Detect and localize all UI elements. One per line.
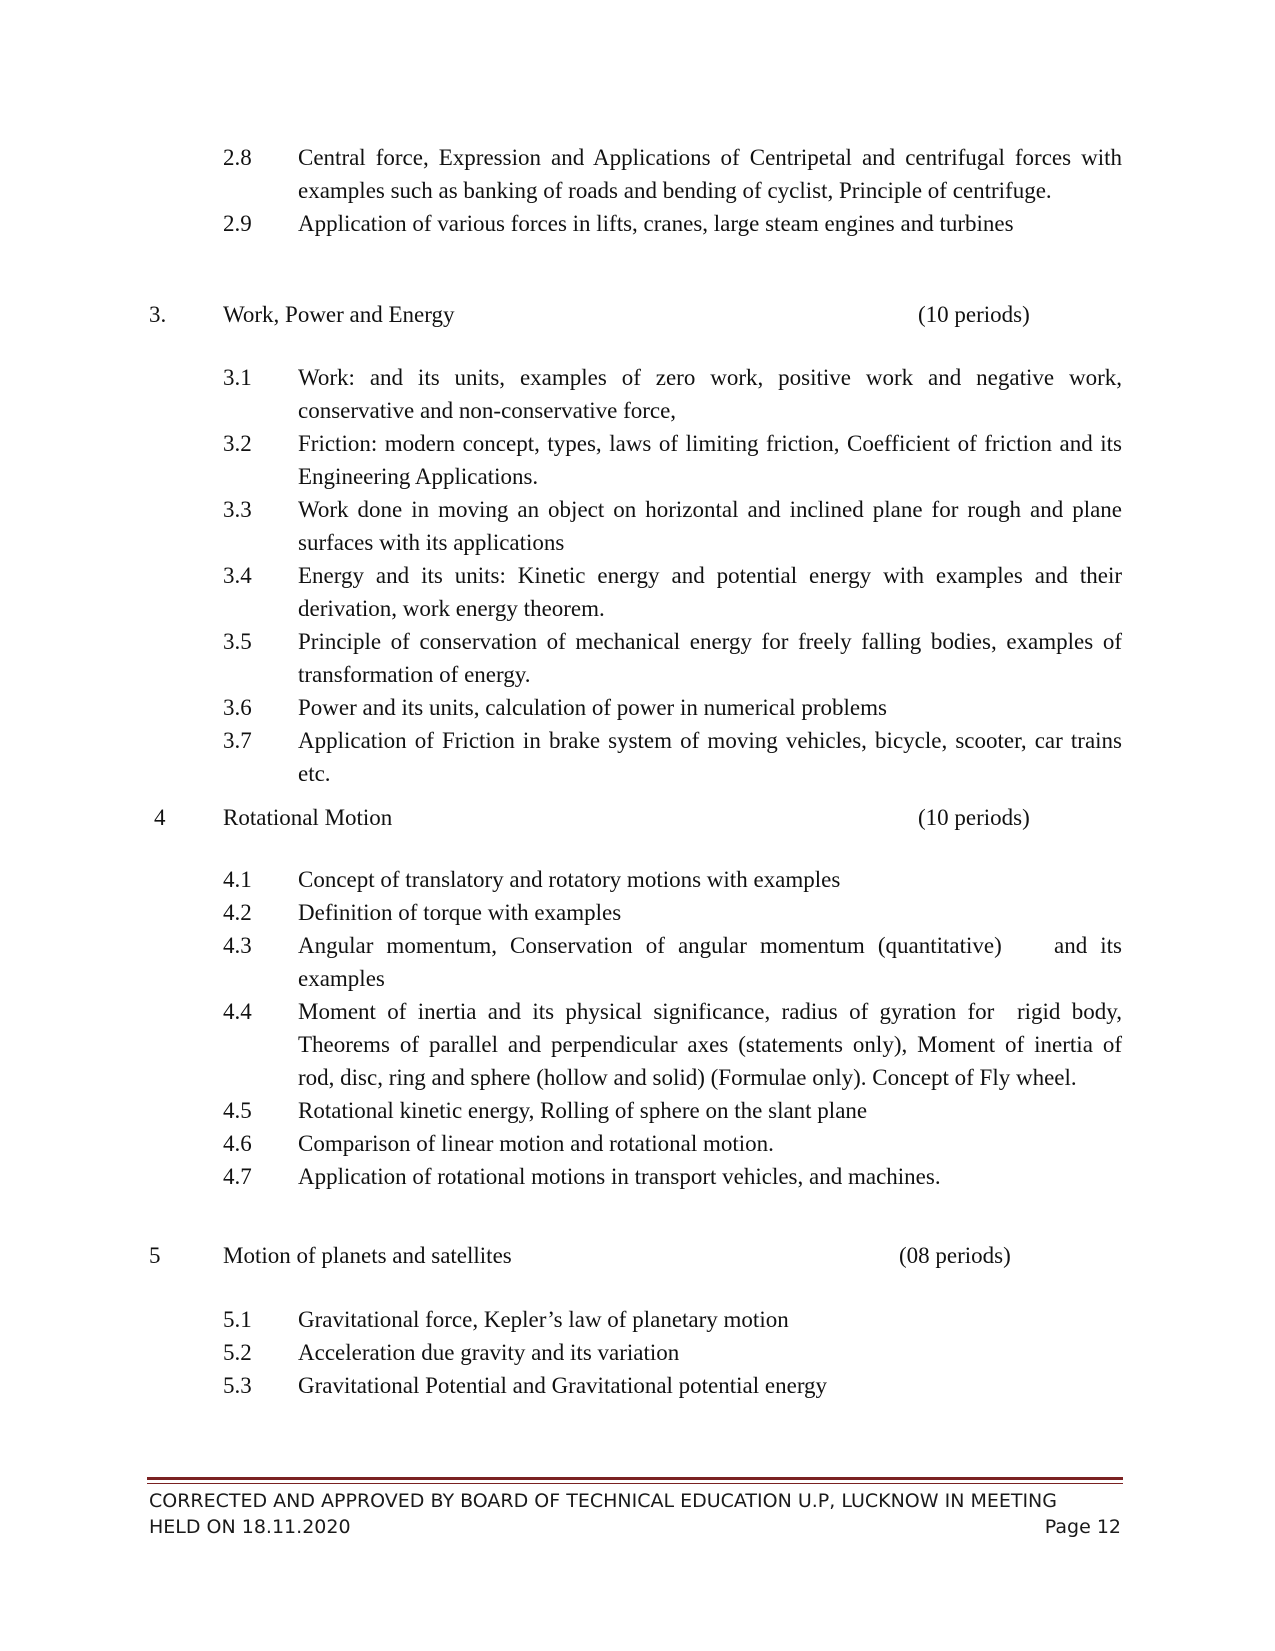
item-number: 4.2 — [223, 900, 252, 925]
section-periods: (10 periods) — [918, 805, 1030, 830]
item-number: 3.4 — [223, 563, 252, 588]
section-number: 5 — [149, 1243, 161, 1268]
item-text: Application of rotational motions in transport vehicles, and machines. — [298, 1164, 941, 1189]
item-text: Rotational kinetic energy, Rolling of sphere on the slant plane — [298, 1098, 868, 1123]
item-text: Application of Friction in brake system of moving vehicles, bicycle, scooter, car trains etc. — [298, 728, 1122, 786]
item-text: Comparison of linear motion and rotational motion. — [298, 1131, 774, 1156]
list-item — [0, 559, 1275, 625]
list-item — [0, 691, 1275, 724]
item-text: Angular momentum, Conservation of angular momentum (quantitative) and its examples — [298, 933, 1128, 991]
footer-line-2 — [149, 1514, 1121, 1540]
item-number: 4.5 — [223, 1098, 252, 1123]
list-item — [0, 995, 1275, 1094]
page-number: Page 12 — [1044, 1516, 1121, 1538]
list-item — [0, 1369, 1275, 1402]
item-number: 3.2 — [223, 431, 252, 456]
item-number: 5.3 — [223, 1373, 252, 1398]
item-text: Gravitational force, Kepler’s law of planetary motion — [298, 1307, 789, 1332]
item-text: Power and its units, calculation of power in numerical problems — [298, 695, 887, 720]
item-number: 2.8 — [223, 145, 252, 170]
footer-rule — [147, 1477, 1123, 1480]
list-item — [0, 361, 1275, 427]
section-heading-5 — [0, 1239, 1275, 1272]
item-text: Application of various forces in lifts, cranes, large steam engines and turbines — [298, 211, 1014, 236]
item-number: 3.6 — [223, 695, 252, 720]
list-item — [0, 863, 1275, 896]
item-text: Gravitational Potential and Gravitational potential energy — [298, 1373, 828, 1398]
section-number: 4 — [154, 805, 166, 830]
item-number: 3.3 — [223, 497, 252, 522]
item-text: Friction: modern concept, types, laws of limiting friction, Coefficient of friction and its Engineering Applications. — [298, 431, 1122, 489]
list-item — [0, 724, 1275, 790]
item-number: 4.4 — [223, 999, 252, 1024]
list-item — [0, 1127, 1275, 1160]
list-item — [0, 493, 1275, 559]
item-text: Acceleration due gravity and its variation — [298, 1340, 680, 1365]
item-text: Definition of torque with examples — [298, 900, 622, 925]
item-number: 3.5 — [223, 629, 252, 654]
list-item — [0, 141, 1275, 207]
list-item — [0, 896, 1275, 929]
section-3-items — [0, 361, 1275, 790]
section-periods: (08 periods) — [899, 1243, 1011, 1268]
item-number: 4.3 — [223, 933, 252, 958]
section-title: Motion of planets and satellites — [223, 1243, 512, 1268]
section-4-items — [0, 863, 1275, 1193]
item-number: 4.7 — [223, 1164, 252, 1189]
footer-rule-thin — [147, 1483, 1123, 1484]
footer-meeting-date: HELD ON 18.11.2020 — [149, 1516, 351, 1538]
section-title: Work, Power and Energy — [223, 302, 455, 327]
item-text: Central force, Expression and Applications of Centripetal and centrifugal forces with examples such as banking of roads and bending of cyclist, Principle of centrifuge. — [298, 145, 1122, 203]
item-text: Concept of translatory and rotatory motions with examples — [298, 867, 841, 892]
item-number: 5.1 — [223, 1307, 252, 1332]
list-item — [0, 1336, 1275, 1369]
item-number: 4.1 — [223, 867, 252, 892]
section-heading-3 — [0, 298, 1275, 331]
list-item — [0, 1160, 1275, 1193]
footer-line-1: CORRECTED AND APPROVED BY BOARD OF TECHNICAL EDUCATION U.P, LUCKNOW IN MEETING — [149, 1490, 1057, 1512]
item-text: Work: and its units, examples of zero work, positive work and negative work, conservative and non-conservative force, — [298, 365, 1122, 423]
list-item — [0, 207, 1275, 240]
item-number: 4.6 — [223, 1131, 252, 1156]
item-number: 5.2 — [223, 1340, 252, 1365]
section-heading-4 — [0, 801, 1275, 834]
list-item — [0, 1094, 1275, 1127]
item-text: Principle of conservation of mechanical energy for freely falling bodies, examples of transformation of energy. — [298, 629, 1122, 687]
page-footer — [149, 1488, 1121, 1540]
item-number: 3.7 — [223, 728, 252, 753]
list-item — [0, 1303, 1275, 1336]
list-item — [0, 929, 1275, 995]
section-5-items — [0, 1303, 1275, 1402]
item-number: 2.9 — [223, 211, 252, 236]
section-2-items — [0, 141, 1275, 240]
list-item — [0, 625, 1275, 691]
item-number: 3.1 — [223, 365, 252, 390]
item-text: Work done in moving an object on horizontal and inclined plane for rough and plane surfaces with its applications — [298, 497, 1122, 555]
item-text: Moment of inertia and its physical significance, radius of gyration for rigid body, Theorems of parallel and perpendicular axes (statements only), Moment of inertia of rod, disc, ring and sphere (hollow and solid) (Formulae only). Concept of Fly wheel. — [298, 999, 1134, 1090]
list-item — [0, 427, 1275, 493]
section-periods: (10 periods) — [918, 302, 1030, 327]
section-title: Rotational Motion — [223, 805, 393, 830]
section-number: 3. — [149, 302, 167, 327]
item-text: Energy and its units: Kinetic energy and potential energy with examples and their derivation, work energy theorem. — [298, 563, 1122, 621]
